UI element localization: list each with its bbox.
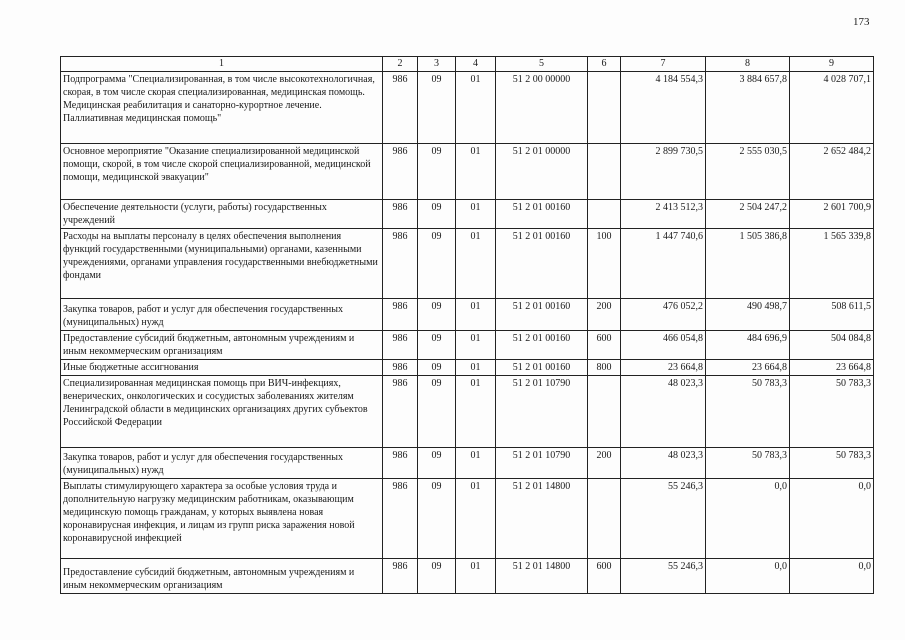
table-row — [61, 376, 874, 448]
cell-expense-type: 800 — [588, 360, 621, 376]
cell-amount-year1: 2 899 730,5 — [621, 144, 706, 200]
cell-section: 09 — [418, 559, 456, 594]
cell-ministry-code: 986 — [383, 72, 418, 144]
cell-amount-year3: 508 611,5 — [790, 299, 874, 331]
column-header-8: 8 — [706, 57, 790, 72]
cell-amount-year1: 48 023,3 — [621, 448, 706, 479]
cell-subsection: 01 — [456, 376, 496, 448]
cell-expense-type: 600 — [588, 331, 621, 360]
cell-amount-year1: 4 184 554,3 — [621, 72, 706, 144]
cell-amount-year1: 2 413 512,3 — [621, 200, 706, 229]
cell-subsection: 01 — [456, 559, 496, 594]
row-name: Выплаты стимулирующего характера за особые условия труда и дополнительную нагрузку медицинским работникам, оказывающим медицинскую помощь гражданам, у которых выявлена новая коронавирусная инфекция, и лицам из групп риска заражения новой коронавирусной инфекцией — [61, 479, 383, 559]
column-header-5: 5 — [496, 57, 588, 72]
cell-ministry-code: 986 — [383, 376, 418, 448]
cell-amount-year2: 490 498,7 — [706, 299, 790, 331]
cell-target-article: 51 2 01 00160 — [496, 299, 588, 331]
cell-amount-year3: 50 783,3 — [790, 376, 874, 448]
cell-section: 09 — [418, 299, 456, 331]
cell-amount-year2: 484 696,9 — [706, 331, 790, 360]
cell-target-article: 51 2 00 00000 — [496, 72, 588, 144]
cell-subsection: 01 — [456, 331, 496, 360]
cell-subsection: 01 — [456, 479, 496, 559]
cell-expense-type: 200 — [588, 448, 621, 479]
cell-section: 09 — [418, 72, 456, 144]
cell-expense-type — [588, 72, 621, 144]
row-name: Предоставление субсидий бюджетным, автономным учреждениям и иным некоммерческим организациям — [61, 331, 383, 360]
cell-target-article: 51 2 01 14800 — [496, 559, 588, 594]
cell-target-article: 51 2 01 00160 — [496, 360, 588, 376]
cell-amount-year1: 55 246,3 — [621, 479, 706, 559]
header-row — [61, 57, 874, 72]
cell-expense-type — [588, 479, 621, 559]
cell-section: 09 — [418, 144, 456, 200]
cell-amount-year3: 4 028 707,1 — [790, 72, 874, 144]
cell-amount-year2: 3 884 657,8 — [706, 72, 790, 144]
cell-target-article: 51 2 01 00000 — [496, 144, 588, 200]
cell-amount-year3: 0,0 — [790, 559, 874, 594]
column-header-3: 3 — [418, 57, 456, 72]
cell-amount-year1: 1 447 740,6 — [621, 229, 706, 299]
cell-amount-year3: 50 783,3 — [790, 448, 874, 479]
cell-expense-type: 200 — [588, 299, 621, 331]
cell-amount-year2: 0,0 — [706, 559, 790, 594]
cell-amount-year1: 55 246,3 — [621, 559, 706, 594]
cell-expense-type — [588, 144, 621, 200]
column-header-1: 1 — [61, 57, 383, 72]
cell-subsection: 01 — [456, 229, 496, 299]
table-row — [61, 331, 874, 360]
cell-ministry-code: 986 — [383, 200, 418, 229]
cell-amount-year3: 23 664,8 — [790, 360, 874, 376]
row-name: Предоставление субсидий бюджетным, автономным учреждениям и иным некоммерческим организациям — [61, 559, 383, 594]
cell-amount-year1: 466 054,8 — [621, 331, 706, 360]
cell-amount-year1: 476 052,2 — [621, 299, 706, 331]
cell-amount-year2: 50 783,3 — [706, 376, 790, 448]
column-header-7: 7 — [621, 57, 706, 72]
cell-subsection: 01 — [456, 144, 496, 200]
cell-section: 09 — [418, 200, 456, 229]
cell-section: 09 — [418, 448, 456, 479]
row-name: Основное мероприятие "Оказание специализированной медицинской помощи, скорой, в том числе скорой специализированной, медицинской помощи, медицинской эвакуации" — [61, 144, 383, 200]
table-row — [61, 299, 874, 331]
row-name: Специализированная медицинская помощь при ВИЧ-инфекциях, венерических, онкологических и сосудистых заболеваниях жителям Ленинградской области в медицинских организациях других субъектов Российской Федерации — [61, 376, 383, 448]
cell-subsection: 01 — [456, 72, 496, 144]
row-name: Иные бюджетные ассигнования — [61, 360, 383, 376]
cell-amount-year1: 23 664,8 — [621, 360, 706, 376]
cell-target-article: 51 2 01 00160 — [496, 200, 588, 229]
cell-amount-year2: 23 664,8 — [706, 360, 790, 376]
table-row — [61, 229, 874, 299]
table-row — [61, 448, 874, 479]
cell-target-article: 51 2 01 14800 — [496, 479, 588, 559]
cell-expense-type — [588, 200, 621, 229]
cell-section: 09 — [418, 376, 456, 448]
column-header-2: 2 — [383, 57, 418, 72]
table-row — [61, 200, 874, 229]
cell-expense-type: 100 — [588, 229, 621, 299]
cell-ministry-code: 986 — [383, 229, 418, 299]
cell-subsection: 01 — [456, 360, 496, 376]
cell-subsection: 01 — [456, 448, 496, 479]
cell-amount-year2: 2 555 030,5 — [706, 144, 790, 200]
cell-section: 09 — [418, 360, 456, 376]
cell-amount-year3: 0,0 — [790, 479, 874, 559]
cell-subsection: 01 — [456, 200, 496, 229]
cell-target-article: 51 2 01 10790 — [496, 376, 588, 448]
row-name: Закупка товаров, работ и услуг для обеспечения государственных (муниципальных) нужд — [61, 448, 383, 479]
cell-amount-year1: 48 023,3 — [621, 376, 706, 448]
cell-amount-year2: 2 504 247,2 — [706, 200, 790, 229]
cell-target-article: 51 2 01 00160 — [496, 331, 588, 360]
cell-ministry-code: 986 — [383, 144, 418, 200]
row-name: Расходы на выплаты персоналу в целях обеспечения выполнения функций государственными (муниципальными) органами, казенными учреждениями, органами управления государственными внебюджетными фондами — [61, 229, 383, 299]
table-row — [61, 479, 874, 559]
row-name: Обеспечение деятельности (услуги, работы) государственных учреждений — [61, 200, 383, 229]
cell-section: 09 — [418, 479, 456, 559]
page-number: 173 — [853, 16, 870, 28]
cell-ministry-code: 986 — [383, 479, 418, 559]
cell-amount-year2: 0,0 — [706, 479, 790, 559]
cell-target-article: 51 2 01 10790 — [496, 448, 588, 479]
cell-target-article: 51 2 01 00160 — [496, 229, 588, 299]
column-header-9: 9 — [790, 57, 874, 72]
cell-ministry-code: 986 — [383, 360, 418, 376]
row-name: Закупка товаров, работ и услуг для обеспечения государственных (муниципальных) нужд — [61, 299, 383, 331]
cell-expense-type: 600 — [588, 559, 621, 594]
cell-ministry-code: 986 — [383, 559, 418, 594]
cell-ministry-code: 986 — [383, 448, 418, 479]
cell-amount-year3: 2 652 484,2 — [790, 144, 874, 200]
table-row — [61, 559, 874, 594]
cell-ministry-code: 986 — [383, 299, 418, 331]
cell-amount-year3: 504 084,8 — [790, 331, 874, 360]
cell-amount-year2: 50 783,3 — [706, 448, 790, 479]
cell-expense-type — [588, 376, 621, 448]
row-name: Подпрограмма "Специализированная, в том числе высокотехнологичная, скорая, в том числе скорая специализированная, медицинская помощь. Медицинская реабилитация и санаторно-курортное лечение. Паллиативная медицинская помощь" — [61, 72, 383, 144]
column-header-4: 4 — [456, 57, 496, 72]
cell-ministry-code: 986 — [383, 331, 418, 360]
cell-amount-year3: 2 601 700,9 — [790, 200, 874, 229]
table-row — [61, 360, 874, 376]
column-header-6: 6 — [588, 57, 621, 72]
cell-amount-year2: 1 505 386,8 — [706, 229, 790, 299]
cell-section: 09 — [418, 229, 456, 299]
table-row — [61, 72, 874, 144]
table-row — [61, 144, 874, 200]
cell-section: 09 — [418, 331, 456, 360]
budget-table — [60, 56, 874, 594]
cell-amount-year3: 1 565 339,8 — [790, 229, 874, 299]
cell-subsection: 01 — [456, 299, 496, 331]
